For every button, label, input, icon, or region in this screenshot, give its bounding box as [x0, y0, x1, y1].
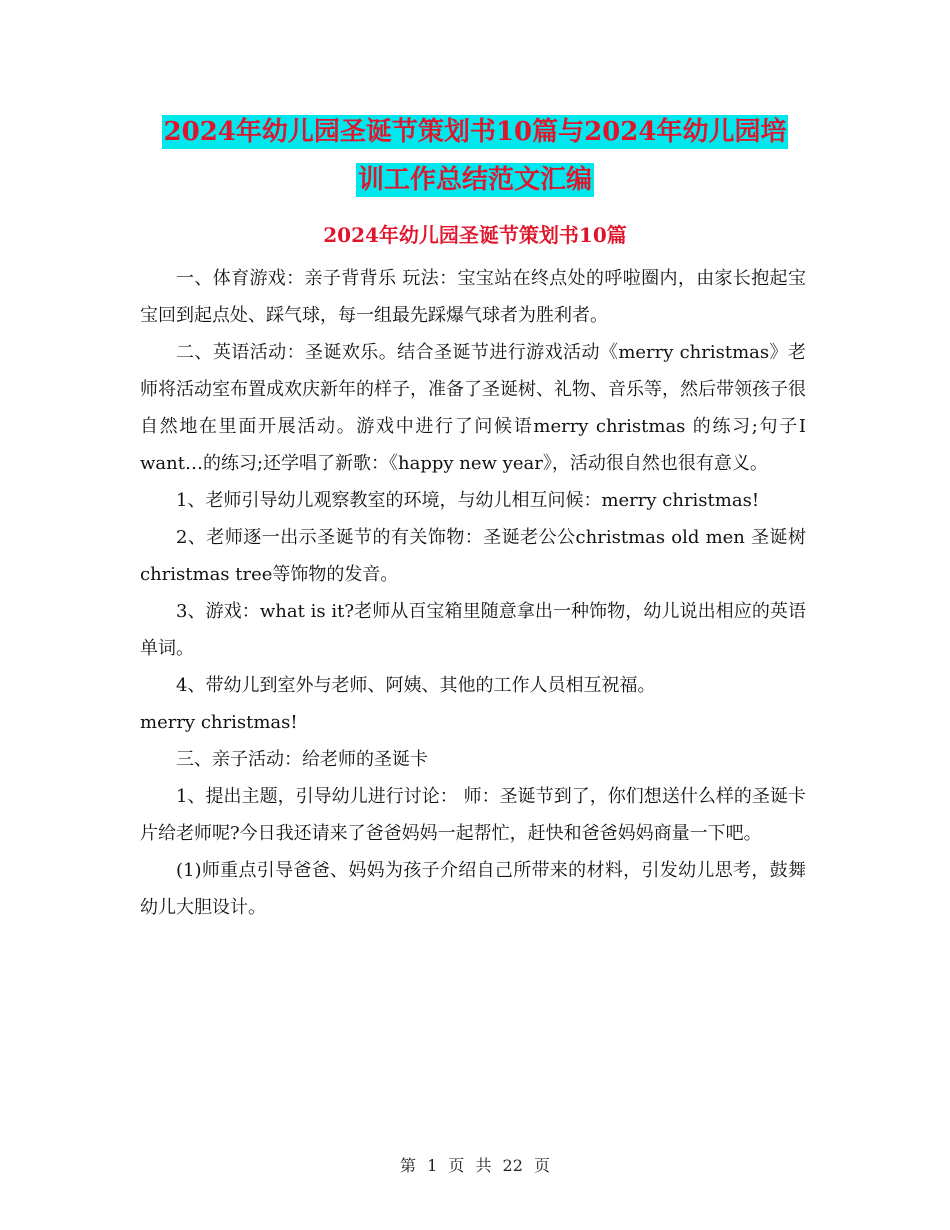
paragraph: 3、游戏：what is it?老师从百宝箱里随意拿出一种饰物，幼儿说出相应的英语单词。	[140, 601, 806, 659]
paragraph: 2、老师逐一出示圣诞节的有关饰物：圣诞老公公christmas old men 圣诞树christmas tree等饰物的发音。	[140, 527, 806, 585]
page-number-footer: 第 1 页 共 22 页	[400, 1156, 550, 1175]
document-body	[140, 260, 806, 926]
paragraph: 二、英语活动：圣诞欢乐。结合圣诞节进行游戏活动《merry christmas》老师将活动室布置成欢庆新年的样子，准备了圣诞树、礼物、音乐等，然后带领孩子很自然地在里面开展活动。游戏中进行了问候语merry christmas 的练习;句子I want…的练习;还学唱了新歌：《happy new year》，活动很自然也很有意义。	[140, 342, 806, 474]
paragraph: 4、带幼儿到室外与老师、阿姨、其他的工作人员相互祝福。	[176, 675, 656, 696]
title-line-1: 2024年幼儿园圣诞节策划书10篇与2024年幼儿园培	[163, 117, 787, 147]
paragraph: (1)师重点引导爸爸、妈妈为孩子介绍自己所带来的材料，引发幼儿思考，鼓舞幼儿大胆设计。	[140, 860, 806, 918]
title-line-2: 训工作总结范文汇编	[357, 165, 592, 195]
paragraph: 1、老师引导幼儿观察教室的环境，与幼儿相互问候：merry christmas!	[176, 490, 760, 511]
paragraph: merry christmas!	[140, 712, 298, 733]
document-title	[0, 108, 950, 204]
section-heading: 2024年幼儿园圣诞节策划书10篇	[323, 223, 627, 247]
paragraph: 一、体育游戏：亲子背背乐 玩法：宝宝站在终点处的呼啦圈内，由家长抱起宝宝回到起点处、踩气球，每一组最先踩爆气球者为胜利者。	[140, 268, 806, 326]
paragraph: 1、提出主题，引导幼儿进行讨论： 师：圣诞节到了，你们想送什么样的圣诞卡片给老师呢?今日我还请来了爸爸妈妈一起帮忙，赶快和爸爸妈妈商量一下吧。	[140, 786, 806, 844]
paragraph: 三、亲子活动：给老师的圣诞卡	[176, 749, 428, 770]
